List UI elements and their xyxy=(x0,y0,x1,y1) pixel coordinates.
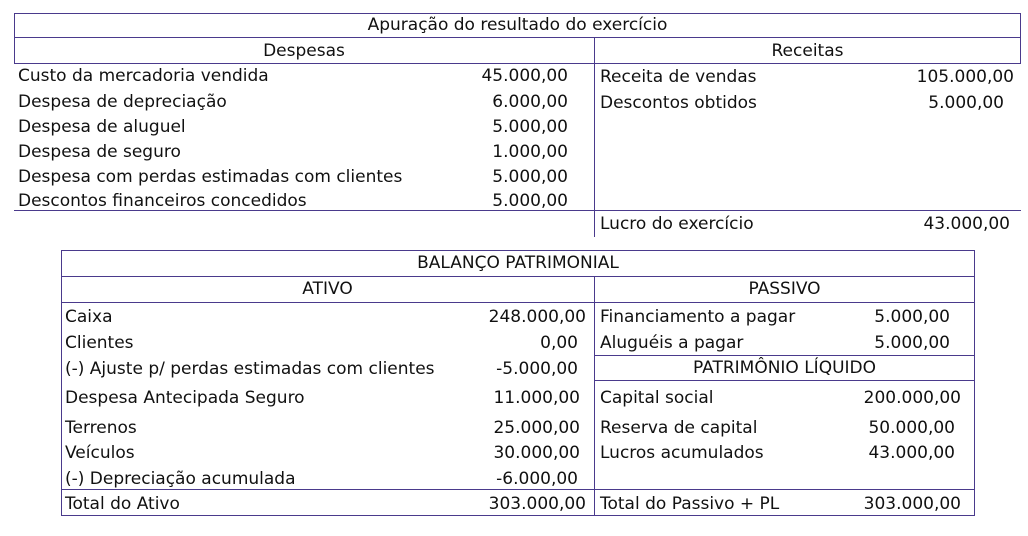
bp-pl-label: Reserva de capital xyxy=(600,418,758,438)
bp-ativo-header: ATIVO xyxy=(302,279,353,299)
dre-receita-label: Descontos obtidos xyxy=(600,93,757,113)
bp-ativo-label: (-) Ajuste p/ perdas estimadas com clientes xyxy=(65,359,435,379)
dre-despesa-label: Descontos financeiros concedidos xyxy=(18,191,307,211)
bp-passivo-value: 5.000,00 xyxy=(874,333,950,353)
bp-ativo-label: (-) Depreciação acumulada xyxy=(65,469,296,489)
bp-pl-label: Capital social xyxy=(600,388,714,408)
bp-total-passivo-label: Total do Passivo + PL xyxy=(600,494,780,514)
bp-border-top xyxy=(61,250,975,251)
bp-passivo-label: Aluguéis a pagar xyxy=(600,333,744,353)
dre-despesa-value: 5.000,00 xyxy=(492,167,568,187)
bp-ativo-value: 248.000,00 xyxy=(488,307,586,327)
dre-title: Apuração do resultado do exercício xyxy=(367,15,668,35)
bp-pl-header-bottom xyxy=(594,380,975,381)
dre-lucro-label: Lucro do exercício xyxy=(600,214,754,234)
bp-ativo-label: Despesa Antecipada Seguro xyxy=(65,388,305,408)
bp-border-header xyxy=(61,302,975,303)
bp-ativo-label: Caixa xyxy=(65,307,113,327)
bp-ativo-label: Veículos xyxy=(65,443,135,463)
bp-ativo-label: Terrenos xyxy=(65,418,137,438)
bp-total-top xyxy=(61,489,975,490)
bp-passivo-value: 5.000,00 xyxy=(874,307,950,327)
dre-despesa-value: 5.000,00 xyxy=(492,191,568,211)
dre-border-header xyxy=(14,63,1021,64)
bp-ativo-value: 30.000,00 xyxy=(493,443,580,463)
dre-receitas-header: Receitas xyxy=(771,41,844,61)
dre-despesa-label: Despesa com perdas estimadas com clientes xyxy=(18,167,403,187)
bp-border-title xyxy=(61,276,975,277)
bp-total-ativo-value: 303.000,00 xyxy=(488,494,586,514)
dre-despesa-label: Despesa de depreciação xyxy=(18,92,227,112)
dre-lucro-value: 43.000,00 xyxy=(923,214,1010,234)
dre-despesa-label: Custo da mercadoria vendida xyxy=(18,66,269,86)
dre-receita-label: Receita de vendas xyxy=(600,67,757,87)
bp-pl-value: 50.000,00 xyxy=(868,418,955,438)
bp-total-ativo-label: Total do Ativo xyxy=(65,494,180,514)
dre-despesa-value: 6.000,00 xyxy=(492,92,568,112)
dre-despesa-label: Despesa de seguro xyxy=(18,142,181,162)
bp-passivo-header: PASSIVO xyxy=(748,279,821,299)
bp-pl-value: 200.000,00 xyxy=(863,388,961,408)
dre-border-top xyxy=(14,13,1021,14)
bp-pl-value: 43.000,00 xyxy=(868,443,955,463)
dre-despesa-value: 45.000,00 xyxy=(481,66,568,86)
bp-ativo-value: 25.000,00 xyxy=(493,418,580,438)
bp-border-bottom xyxy=(61,515,975,516)
dre-despesa-value: 1.000,00 xyxy=(492,142,568,162)
dre-receita-value: 5.000,00 xyxy=(928,93,1004,113)
bp-passivo-label: Financiamento a pagar xyxy=(600,307,796,327)
dre-despesas-header: Despesas xyxy=(263,41,345,61)
bp-total-passivo-value: 303.000,00 xyxy=(863,494,961,514)
bp-ativo-value: 0,00 xyxy=(540,333,578,353)
bp-ativo-value: 11.000,00 xyxy=(493,388,580,408)
bp-divider xyxy=(594,276,595,515)
dre-despesa-value: 5.000,00 xyxy=(492,117,568,137)
bp-title: BALANÇO PATRIMONIAL xyxy=(417,253,619,273)
dre-receitas-bottom xyxy=(594,210,1021,211)
dre-receita-value: 105.000,00 xyxy=(916,67,1014,87)
bp-ativo-value: -5.000,00 xyxy=(496,359,578,379)
dre-border-title xyxy=(14,37,1021,38)
bp-pl-label: Lucros acumulados xyxy=(600,443,764,463)
bp-ativo-label: Clientes xyxy=(65,333,134,353)
bp-passivo-bottom xyxy=(594,355,975,356)
dre-despesa-label: Despesa de aluguel xyxy=(18,117,186,137)
bp-pl-header: PATRIMÔNIO LÍQUIDO xyxy=(692,358,877,378)
dre-divider xyxy=(594,37,595,237)
bp-ativo-value: -6.000,00 xyxy=(496,469,578,489)
